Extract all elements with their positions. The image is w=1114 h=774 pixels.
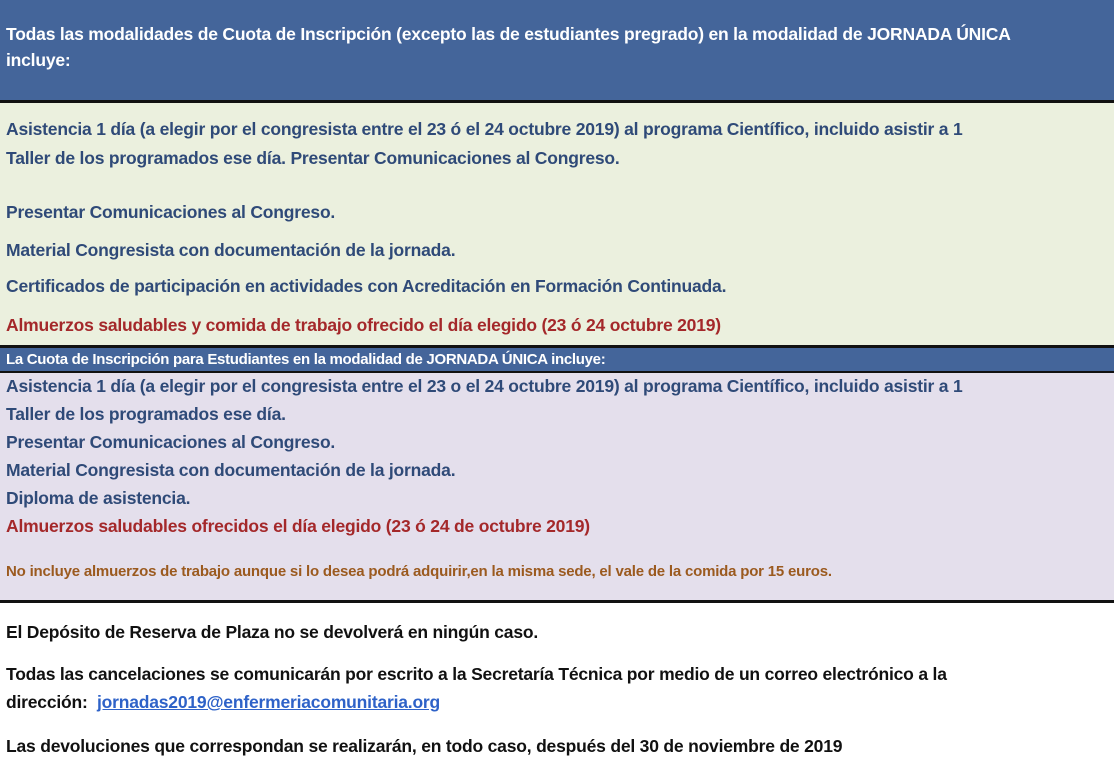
general-fee-header-line1: Todas las modalidades de Cuota de Inscripción (excepto las de estudiantes pregrado) en la modalidad de JORNADA ÚNICA — [6, 24, 1011, 44]
general-item-lunch: Almuerzos saludables y comida de trabajo ofrecido el día elegido (23 ó 24 octubre 2019) — [6, 315, 721, 335]
cancellation-policy-line1: Todas las cancelaciones se comunicarán por escrito a la Secretaría Técnica por medio de un correo electrónico a la — [6, 664, 947, 684]
students-item-attendance-line1: Asistencia 1 día (a elegir por el congresista entre el 23 o el 24 octubre 2019) al programa Científico, incluido asistir a 1 — [6, 376, 963, 396]
general-fee-header-line2: incluye: — [6, 50, 71, 70]
refund-policy: Las devoluciones que correspondan se realizarán, en todo caso, después del 30 de noviembre de 2019 — [6, 736, 843, 756]
general-item-certificates: Certificados de participación en actividades con Acreditación en Formación Continuada. — [6, 276, 727, 296]
students-item-lunch: Almuerzos saludables ofrecidos el día elegido (23 ó 24 de octubre 2019) — [6, 516, 590, 536]
general-item-attendance-line2: Taller de los programados ese día. Presentar Comunicaciones al Congreso. — [6, 148, 620, 168]
cancellation-policy-line2 — [6, 692, 440, 713]
general-item-attendance-line1: Asistencia 1 día (a elegir por el congresista entre el 23 ó el 24 octubre 2019) al programa Científico, incluido asistir a 1 — [6, 119, 963, 139]
students-item-diploma: Diploma de asistencia. — [6, 488, 191, 508]
students-item-attendance-line2: Taller de los programados ese día. — [6, 404, 286, 424]
deposit-policy: El Depósito de Reserva de Plaza no se devolverá en ningún caso. — [6, 622, 539, 642]
students-item-material: Material Congresista con documentación de la jornada. — [6, 460, 456, 480]
cancellation-address-label: dirección: — [6, 692, 88, 712]
general-item-material: Material Congresista con documentación de la jornada. — [6, 240, 456, 260]
divider — [0, 600, 1114, 603]
general-fee-header — [0, 0, 1114, 100]
students-item-communications: Presentar Comunicaciones al Congreso. — [6, 432, 336, 452]
general-item-communications: Presentar Comunicaciones al Congreso. — [6, 202, 336, 222]
contact-email-link[interactable]: jornadas2019@enfermeriacomunitaria.org — [96, 692, 441, 712]
students-lunch-note: No incluye almuerzos de trabajo aunque si lo desea podrá adquirir,en la misma sede, el vale de la comida por 15 euros. — [6, 563, 832, 580]
students-fee-header: La Cuota de Inscripción para Estudiantes en la modalidad de JORNADA ÚNICA incluye: — [0, 348, 1114, 371]
